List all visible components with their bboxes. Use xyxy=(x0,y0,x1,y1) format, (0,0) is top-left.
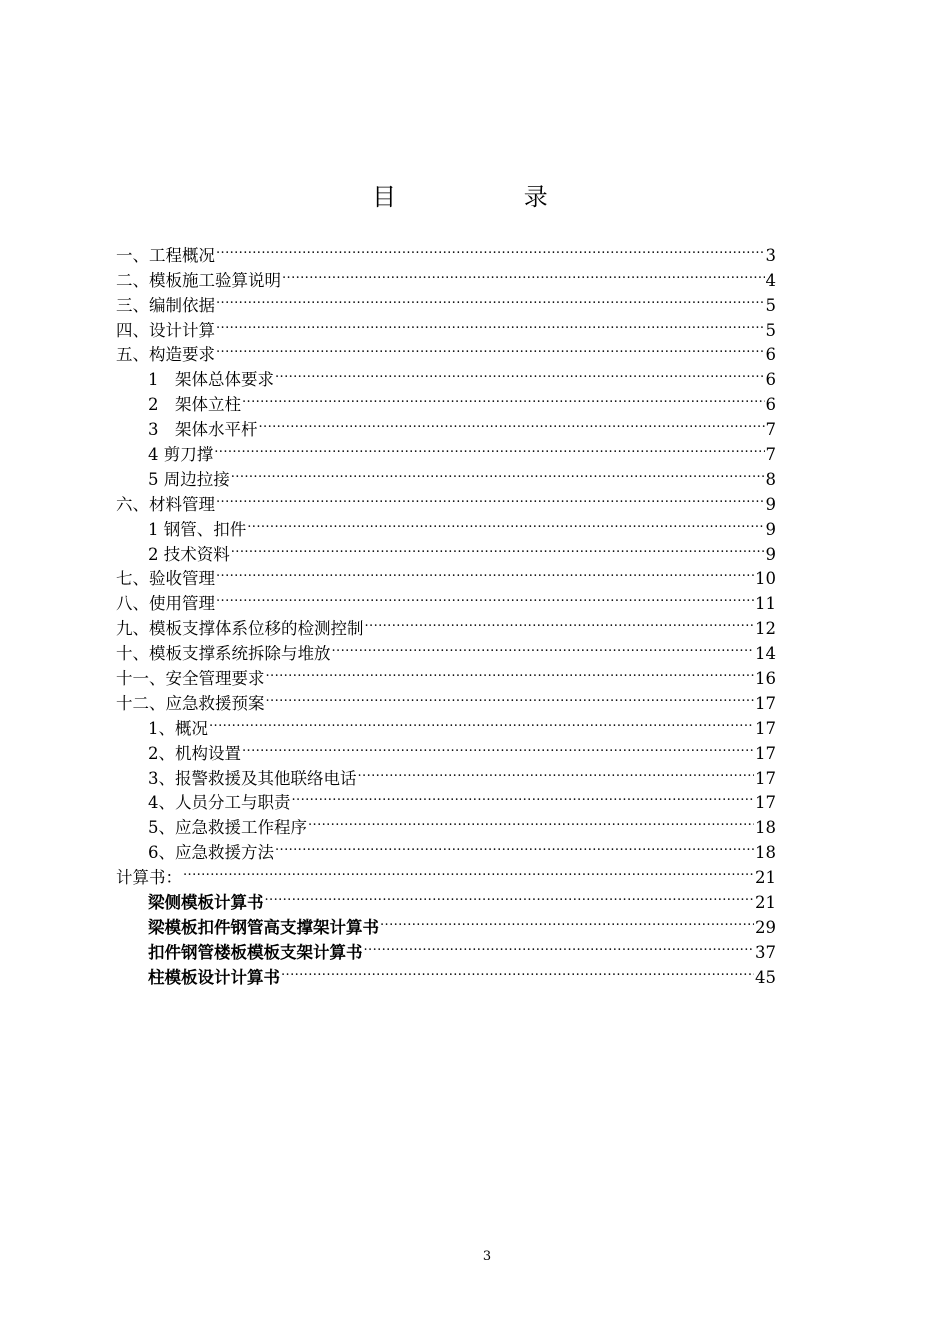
toc-leader-dots xyxy=(292,784,755,809)
toc-leader-dots xyxy=(216,560,754,585)
toc-entry-page: 17 xyxy=(755,768,776,788)
toc-entry-page: 11 xyxy=(755,594,776,614)
toc-entry-label: 三、编制依据 xyxy=(116,295,215,315)
toc-entry-label: 梁模板扣件钢管高支撑架计算书 xyxy=(148,917,379,937)
toc-entry-page: 6 xyxy=(765,370,776,390)
toc-leader-dots xyxy=(216,336,765,361)
toc-entry-page: 21 xyxy=(755,868,776,888)
toc-entry-page: 14 xyxy=(755,644,776,664)
toc-entry-page: 29 xyxy=(755,917,776,937)
toc-entry[interactable] xyxy=(116,336,776,365)
toc-entry-label: 十二、应急救援预案 xyxy=(116,693,265,713)
toc-leader-dots xyxy=(247,510,764,535)
toc-title: 目 录 xyxy=(372,183,608,211)
toc-entry[interactable] xyxy=(116,734,776,763)
toc-entry-page: 17 xyxy=(755,693,776,713)
toc-entry[interactable] xyxy=(116,261,776,290)
toc-leader-dots xyxy=(275,833,754,858)
toc-entry-label: 1 钢管、扣件 xyxy=(148,519,247,539)
toc-leader-dots xyxy=(281,958,754,983)
toc-entry[interactable] xyxy=(116,236,776,265)
toc-leader-dots xyxy=(259,410,765,435)
toc-entry-page: 17 xyxy=(755,743,776,763)
toc-leader-dots xyxy=(332,634,755,659)
toc-entry-page: 12 xyxy=(755,619,776,639)
toc-leader-dots xyxy=(216,286,765,311)
toc-leader-dots xyxy=(265,883,755,908)
toc-leader-dots xyxy=(214,435,764,460)
toc-leader-dots xyxy=(282,261,765,286)
toc-entry-label: 柱模板设计计算书 xyxy=(148,967,280,987)
toc-entry-label: 十、模板支撑系统拆除与堆放 xyxy=(116,644,331,664)
toc-entry-label: 2 架体立柱 xyxy=(148,395,241,415)
toc-entry-label: 梁侧模板计算书 xyxy=(148,893,264,913)
table-of-contents xyxy=(116,236,776,987)
toc-leader-dots xyxy=(364,933,755,958)
toc-entry[interactable] xyxy=(116,460,776,489)
toc-entry-label: 七、验收管理 xyxy=(116,569,215,589)
toc-entry-label: 3 架体水平杆 xyxy=(148,420,258,440)
toc-entry[interactable] xyxy=(116,510,776,539)
toc-entry-label: 4 剪刀撑 xyxy=(148,445,214,465)
toc-entry-page: 9 xyxy=(765,544,776,564)
toc-entry-label: 2 技术资料 xyxy=(148,544,230,564)
toc-entry-page: 17 xyxy=(755,793,776,813)
toc-entry[interactable] xyxy=(116,709,776,738)
toc-entry-label: 六、材料管理 xyxy=(116,494,215,514)
toc-entry-label: 3、报警救援及其他联络电话 xyxy=(148,768,357,788)
toc-entry-label: 6、应急救援方法 xyxy=(148,843,274,863)
toc-leader-dots xyxy=(209,709,754,734)
toc-entry-page: 21 xyxy=(755,893,776,913)
toc-entry-label: 二、模板施工验算说明 xyxy=(116,270,281,290)
toc-leader-dots xyxy=(308,808,754,833)
toc-leader-dots xyxy=(231,535,765,560)
toc-leader-dots xyxy=(275,360,765,385)
toc-entry-page: 16 xyxy=(755,669,776,689)
toc-leader-dots xyxy=(216,584,754,609)
toc-entry-page: 5 xyxy=(765,320,776,340)
toc-entry-label: 十一、安全管理要求 xyxy=(116,669,265,689)
toc-leader-dots xyxy=(216,236,765,261)
toc-leader-dots xyxy=(242,385,765,410)
toc-entry[interactable] xyxy=(116,584,776,614)
toc-entry-label: 1 架体总体要求 xyxy=(148,370,274,390)
toc-entry-page: 4 xyxy=(765,270,776,290)
toc-leader-dots xyxy=(216,311,765,336)
toc-entry-page: 7 xyxy=(765,445,776,465)
toc-entry-label: 一、工程概况 xyxy=(116,245,215,265)
toc-entry-page: 18 xyxy=(755,843,776,863)
toc-entry-label: 2、机构设置 xyxy=(148,743,241,763)
toc-entry[interactable] xyxy=(116,883,776,913)
toc-entry[interactable] xyxy=(116,858,776,888)
toc-entry-page: 9 xyxy=(765,494,776,514)
toc-entry-page: 3 xyxy=(765,245,776,265)
toc-entry[interactable] xyxy=(116,311,776,340)
toc-entry-page: 45 xyxy=(755,967,776,987)
toc-entry-label: 五、构造要求 xyxy=(116,345,215,365)
toc-entry-page: 6 xyxy=(765,345,776,365)
toc-entry-page: 7 xyxy=(765,420,776,440)
toc-entry-label: 四、设计计算 xyxy=(116,320,215,340)
toc-entry-page: 10 xyxy=(755,569,776,589)
toc-entry-label: 5、应急救援工作程序 xyxy=(148,818,307,838)
toc-entry-label: 九、模板支撑体系位移的检测控制 xyxy=(116,619,364,639)
toc-entry-label: 1、概况 xyxy=(148,718,208,738)
toc-entry-label: 4、人员分工与职责 xyxy=(148,793,291,813)
toc-entry[interactable] xyxy=(116,360,776,390)
toc-entry-label: 计算书： xyxy=(116,868,182,888)
toc-entry-label: 5 周边拉接 xyxy=(148,469,230,489)
toc-leader-dots xyxy=(216,485,765,510)
toc-entry-page: 17 xyxy=(755,718,776,738)
toc-entry-label: 扣件钢管楼板模板支架计算书 xyxy=(148,942,363,962)
toc-leader-dots xyxy=(358,759,755,784)
toc-leader-dots xyxy=(231,460,765,485)
toc-entry-page: 6 xyxy=(765,395,776,415)
toc-entry-page: 37 xyxy=(755,942,776,962)
toc-leader-dots xyxy=(266,684,755,709)
page-number: 3 xyxy=(482,1249,492,1264)
toc-entry-page: 8 xyxy=(765,469,776,489)
toc-entry[interactable] xyxy=(116,609,776,639)
toc-leader-dots xyxy=(266,659,755,684)
toc-entry-page: 5 xyxy=(765,295,776,315)
toc-leader-dots xyxy=(380,908,754,933)
toc-leader-dots xyxy=(242,734,754,759)
toc-leader-dots xyxy=(183,858,754,883)
toc-entry-page: 18 xyxy=(755,818,776,838)
toc-leader-dots xyxy=(365,609,755,634)
toc-entry-label: 八、使用管理 xyxy=(116,594,215,614)
toc-entry-page: 9 xyxy=(765,519,776,539)
toc-entry[interactable] xyxy=(116,435,776,465)
